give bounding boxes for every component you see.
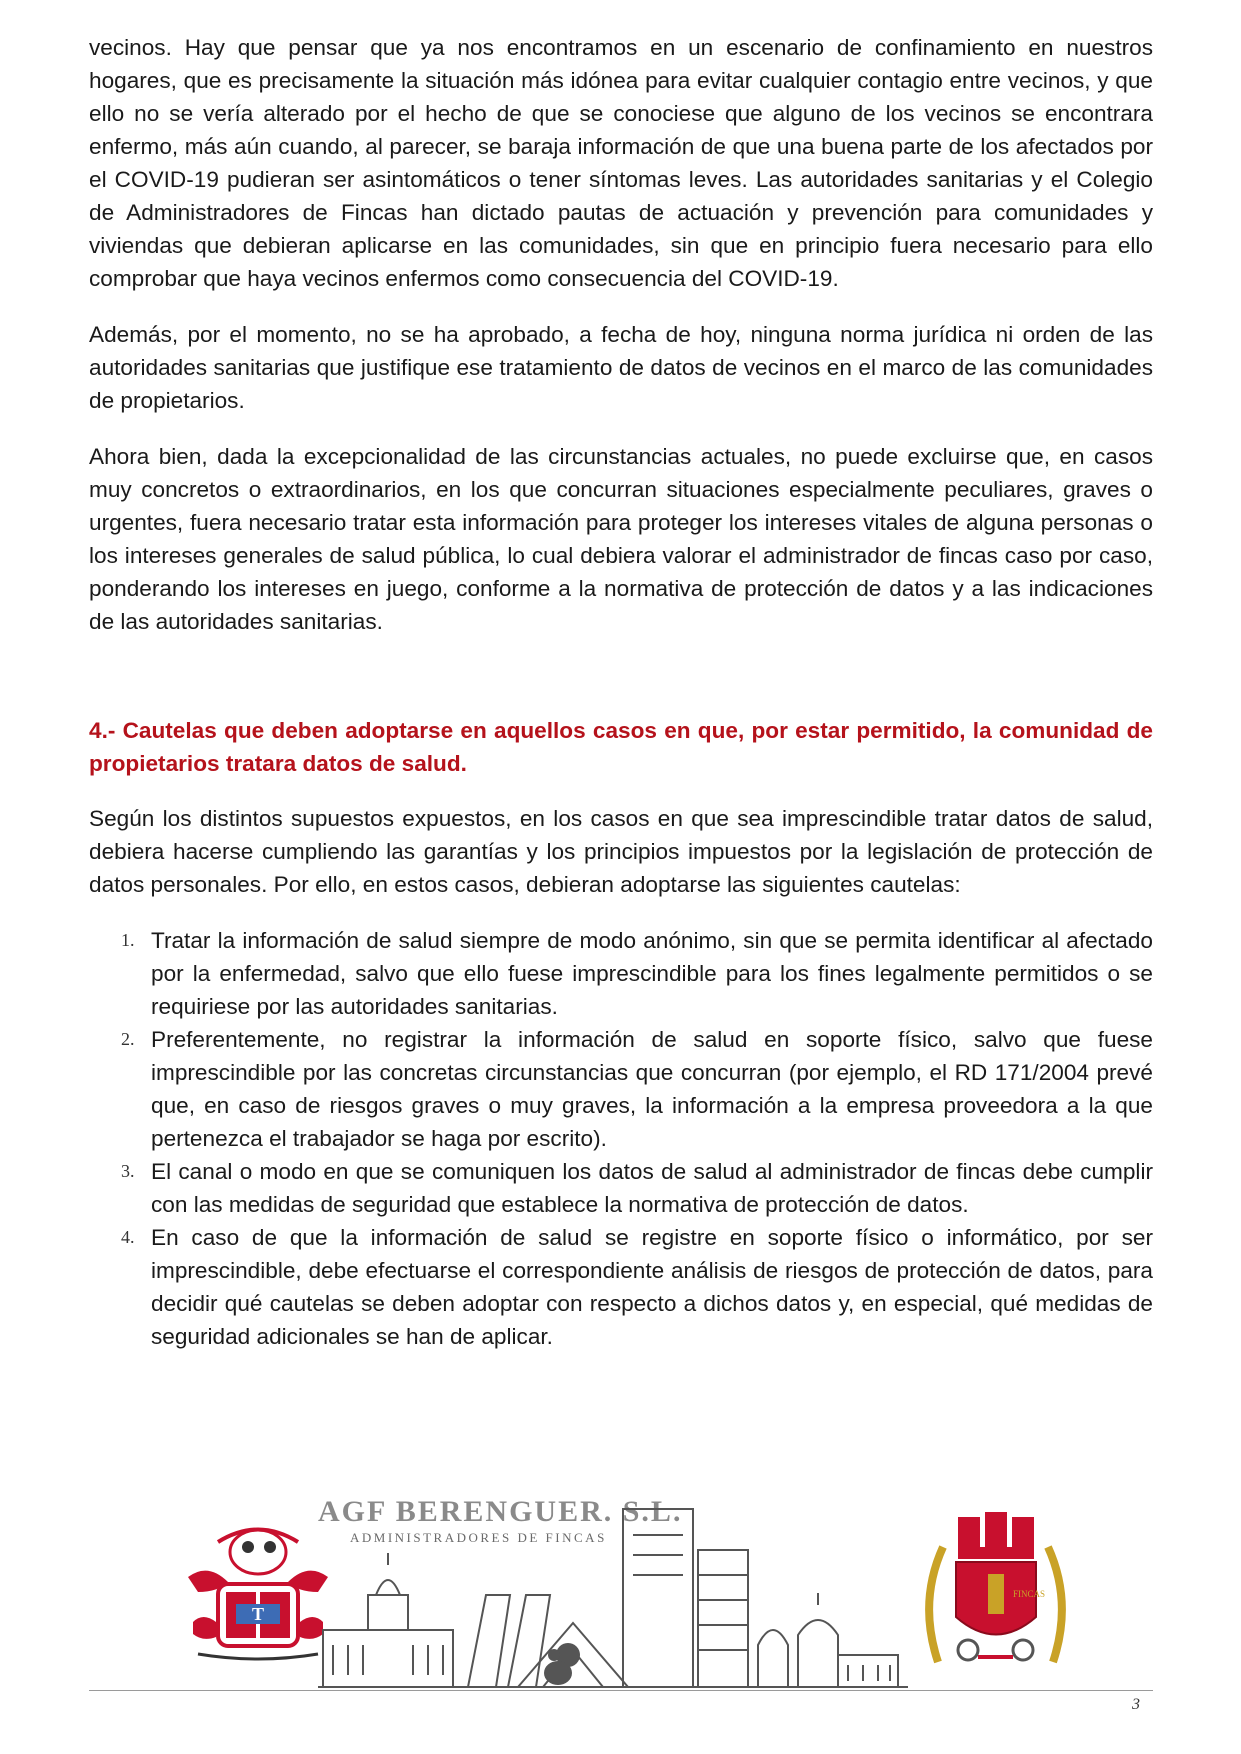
list-item bbox=[89, 1221, 1153, 1353]
list-number: 2. bbox=[121, 1029, 135, 1049]
paragraph-exceptional: Ahora bien, dada la excepcionalidad de las circunstancias actuales, no puede excluirse que, en casos muy concretos o extraordinarios, en los que concurran situaciones especialmente peculiares, graves o urgentes, fuera necesario tratar esta información para proteger los intereses vitales de alguna personas o los intereses generales de salud pública, lo cual debiera valorar el administrador de fincas caso por caso, ponderando los intereses en juego, conforme a la normativa de protección de datos y a las indicaciones de las autoridades sanitarias. bbox=[89, 444, 1153, 634]
paragraph-no-norm: Además, por el momento, no se ha aprobado, a fecha de hoy, ninguna norma jurídica ni orden de las autoridades sanitarias que justifique ese tratamiento de datos de vecinos en el marco de las comunidades de propietarios. bbox=[89, 322, 1153, 413]
list-number: 3. bbox=[121, 1161, 135, 1181]
list-item bbox=[89, 924, 1153, 1023]
city-skyline-icon bbox=[318, 1505, 908, 1688]
list-item bbox=[89, 1155, 1153, 1221]
right-crest-icon bbox=[918, 1512, 1073, 1672]
company-name: AGF BERENGUER. S.L. bbox=[318, 1495, 683, 1528]
list-item bbox=[89, 1023, 1153, 1155]
precautions-list bbox=[89, 924, 1153, 1353]
list-item-text: En caso de que la información de salud se registre en soporte físico o informático, por ser imprescindible, debe efectuarse el correspondiente análisis de riesgos de protección de datos, para decidir qué cautelas se deben adoptar con respecto a dichos datos y, en especial, qué medidas de seguridad adicionales se han de aplicar. bbox=[151, 1225, 1153, 1349]
paragraph-intro: Según los distintos supuestos expuestos, en los casos en que sea imprescindible tratar datos de salud, debiera hacerse cumpliendo las garantías y los principios impuestos por la legislación de protección de datos personales. Por ello, en estos casos, debieran adoptarse las siguientes cautelas: bbox=[89, 806, 1153, 897]
left-crest-icon bbox=[178, 1522, 338, 1664]
list-item-text: Tratar la información de salud siempre de modo anónimo, sin que se permita identificar al afectado por la enfermedad, salvo que ello fuese imprescindible para los fines legalmente permitidos o se requiriese por las autoridades sanitarias. bbox=[151, 928, 1153, 1019]
svg-text:T: T bbox=[251, 1604, 265, 1624]
list-item-text: Preferentemente, no registrar la información de salud en soporte físico, salvo que fuese imprescindible por las concretas circunstancias que concurran (por ejemplo, el RD 171/2004 prevé que, en caso de riesgos graves o muy graves, la información a la empresa proveedora a la que pertenezca el trabajador se haga por escrito). bbox=[151, 1027, 1153, 1151]
list-item-text: El canal o modo en que se comuniquen los datos de salud al administrador de fincas debe cumplir con las medidas de seguridad que establece la normativa de protección de datos. bbox=[151, 1159, 1153, 1217]
paragraph-confinement: vecinos. Hay que pensar que ya nos encontramos en un escenario de confinamiento en nuestros hogares, que es precisamente la situación más idónea para evitar cualquier contagio entre vecinos, y que ello no se vería alterado por el hecho de que se conociese que alguno de los vecinos se encontrara enfermo, más aún cuando, al parecer, se baraja información de que una buena parte de los afectados por el COVID-19 pudieran ser asintomáticos o tener síntomas leves. Las autoridades sanitarias y el Colegio de Administradores de Fincas han dictado pautas de actuación y prevención para comunidades y viviendas que debieran aplicarse en las comunidades, sin que en principio fuera necesario para ello comprobar que haya vecinos enfermos como consecuencia del COVID-19. bbox=[89, 35, 1153, 291]
document-body bbox=[89, 31, 1153, 1353]
footer-divider bbox=[89, 1690, 1153, 1691]
svg-text:FINCAS: FINCAS bbox=[1013, 1589, 1046, 1599]
section-heading: 4.- Cautelas que deben adoptarse en aquellos casos en que, por estar permitido, la comunidad de propietarios tratara datos de salud. bbox=[89, 718, 1153, 776]
company-subtitle: ADMINISTRADORES DE FINCAS bbox=[350, 1530, 607, 1545]
list-number: 1. bbox=[121, 930, 135, 950]
list-number: 4. bbox=[121, 1227, 135, 1247]
page-number: 3 bbox=[1132, 1696, 1140, 1713]
